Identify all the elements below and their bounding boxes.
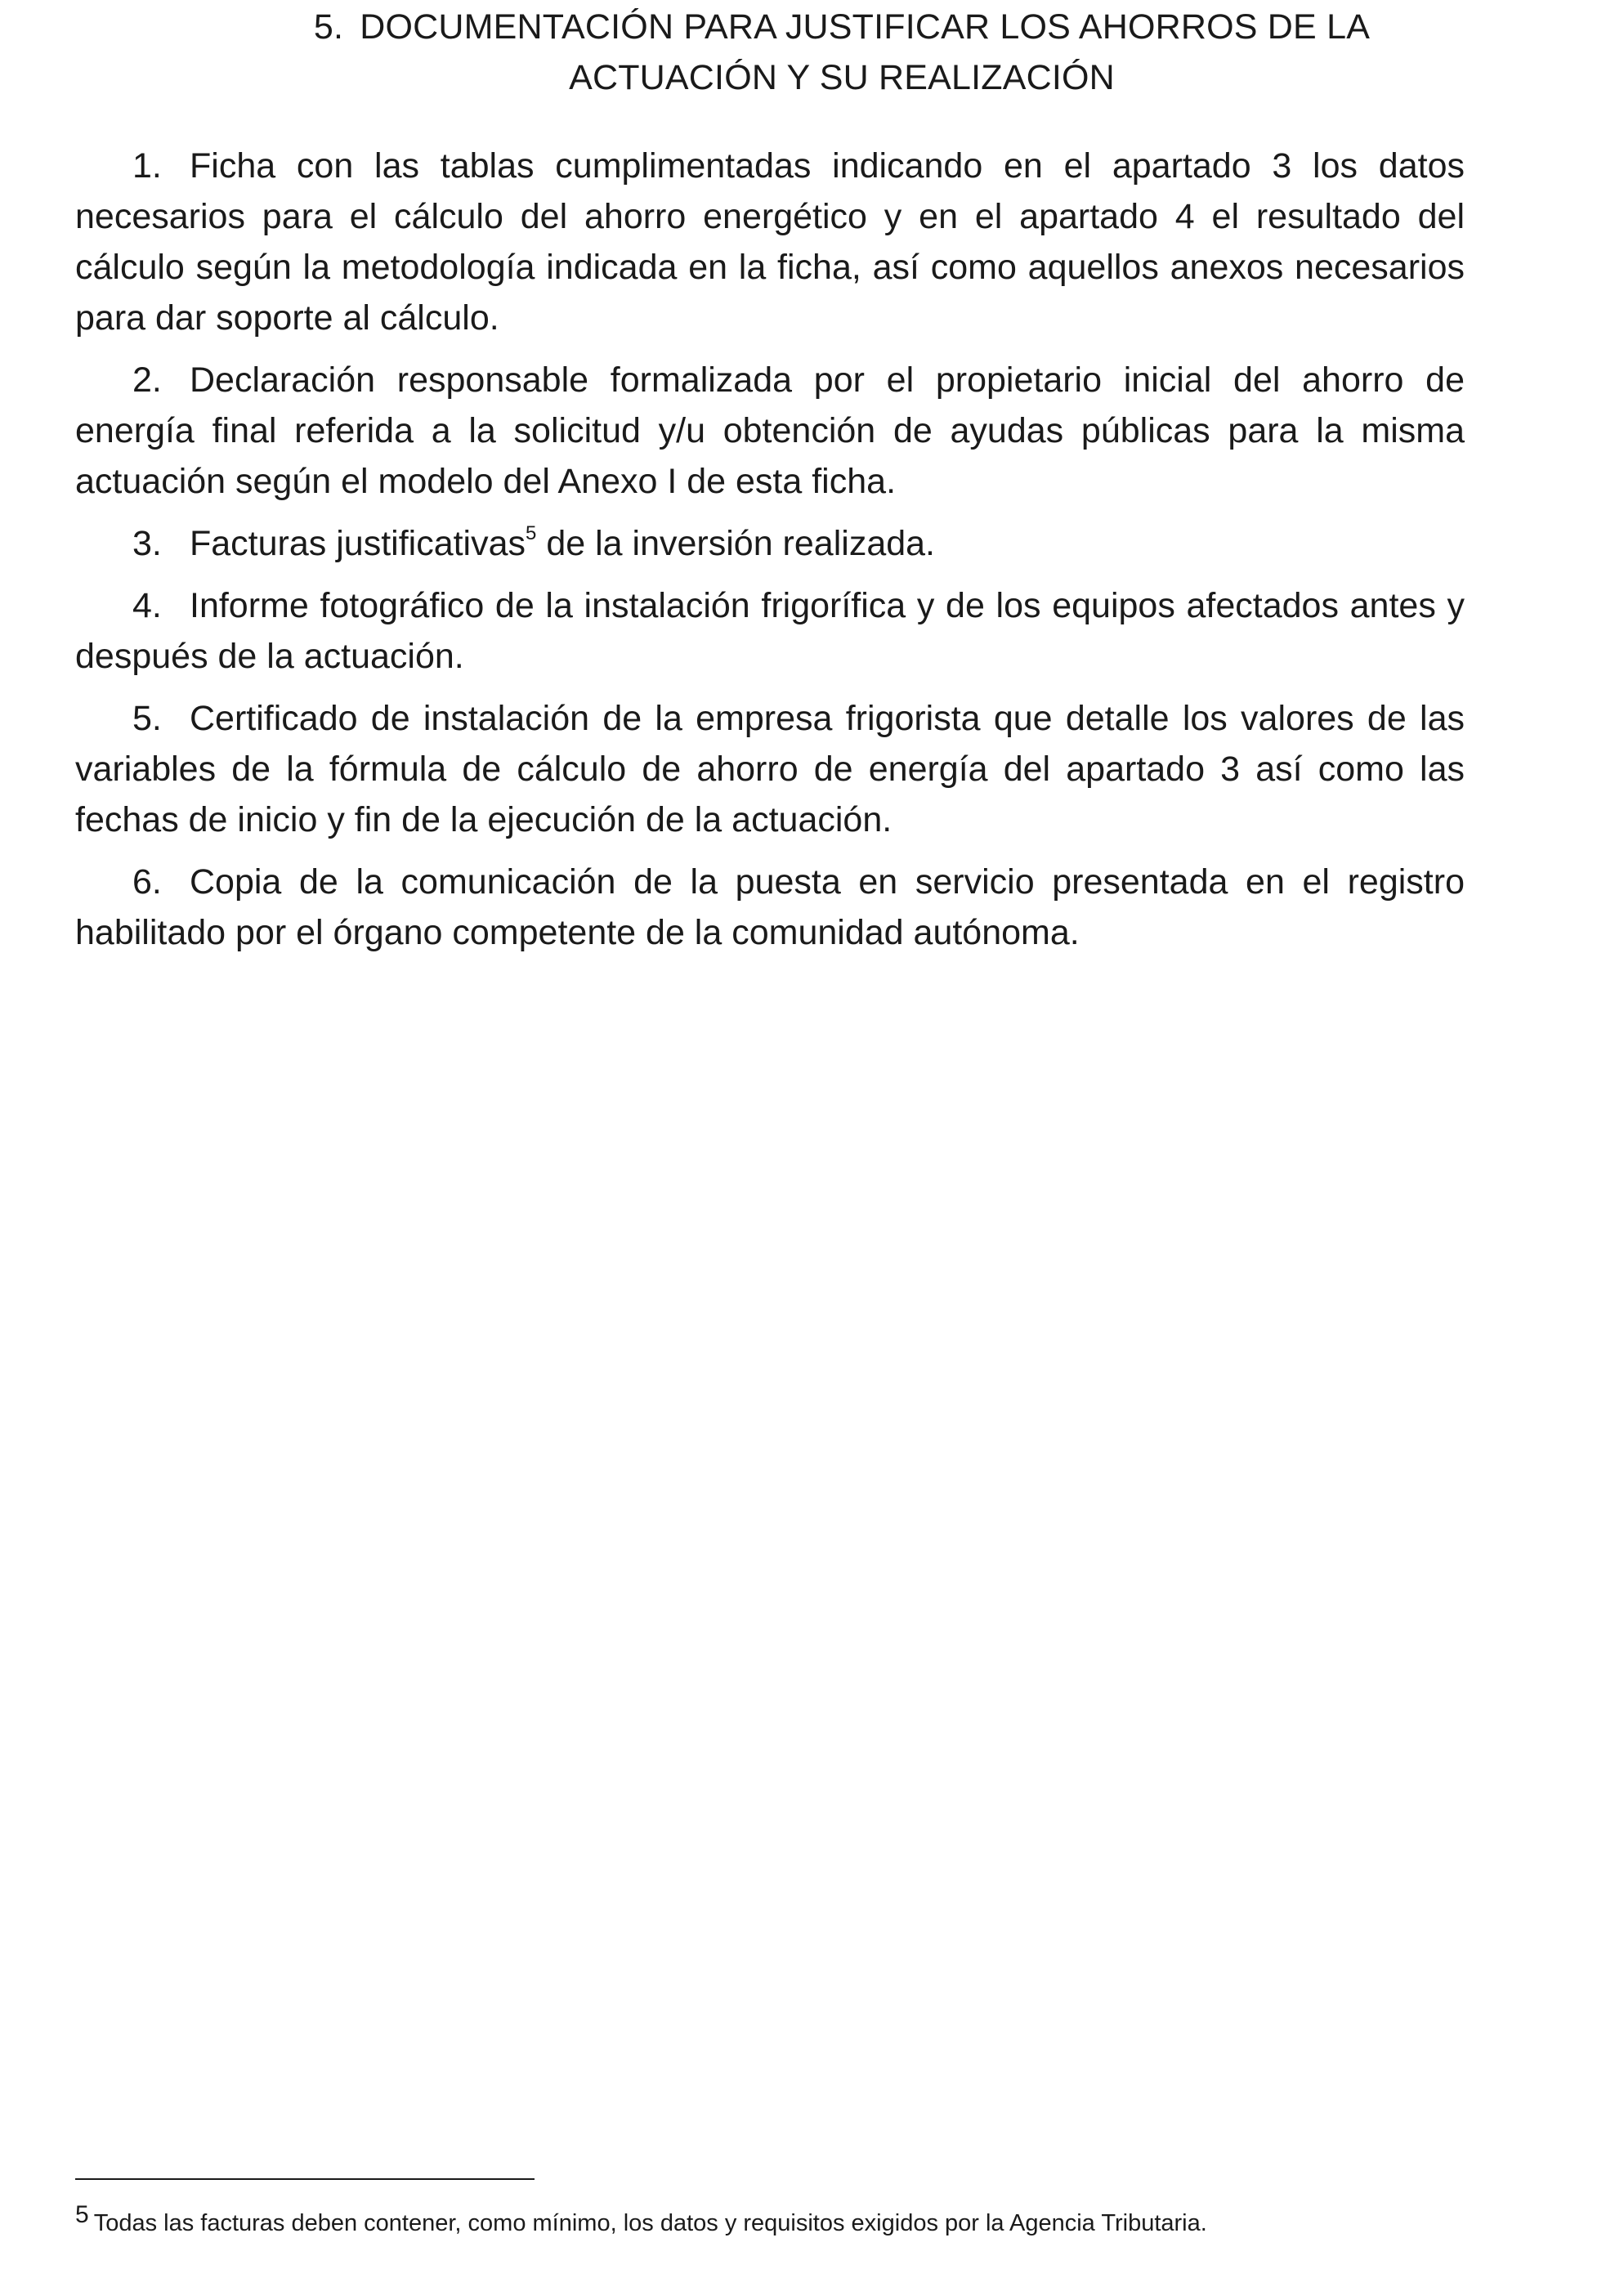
section-title-line-2: ACTUACIÓN Y SU REALIZACIÓN <box>569 58 1115 97</box>
list-item-number: 3. <box>132 524 162 563</box>
footnote <box>75 2201 1465 2240</box>
list-item-number: 2. <box>132 360 162 400</box>
footnote-reference[interactable]: 5 <box>526 521 537 544</box>
list-item-1 <box>75 141 1465 343</box>
list-item-text: Ficha con las tablas cumplimentadas indicando en el apartado 3 los datos necesarios para el cálculo del ahorro energético y en el apartado 4 el resultado del cálculo según la metodología indicada en la ficha, así como aquellos anexos necesarios para dar soporte al cálculo. <box>75 146 1465 338</box>
list-item-4 <box>75 580 1465 682</box>
list-item-text: Informe fotográfico de la instalación frigorífica y de los equipos afectados antes y después de la actuación. <box>75 586 1465 676</box>
list-item-6 <box>75 857 1465 958</box>
section-number: 5. <box>313 7 344 47</box>
list-item-text: Copia de la comunicación de la puesta en servicio presentada en el registro habilitado por el órgano competente de la comunidad autónoma. <box>75 862 1465 952</box>
list-item-text-continued: de la inversión realizada. <box>536 524 936 563</box>
list-item-text: Declaración responsable formalizada por el propietario inicial del ahorro de energía final referida a la solicitud y/u obtención de ayudas públicas para la misma actuación según el modelo del Anexo I de esta ficha. <box>75 360 1465 501</box>
list-item-number: 5. <box>132 699 162 738</box>
section-heading-line-1 <box>147 2 1537 52</box>
section-heading <box>147 2 1537 103</box>
list-item-3 <box>75 518 1465 569</box>
section-title-line-1: DOCUMENTACIÓN PARA JUSTIFICAR LOS AHORROS DE LA <box>360 7 1371 47</box>
document-list <box>75 141 1465 969</box>
footnote-mark: 5 <box>75 2201 89 2228</box>
list-item-2 <box>75 355 1465 507</box>
footnote-divider <box>75 2178 535 2180</box>
list-item-number: 6. <box>132 862 162 902</box>
list-item-text: Certificado de instalación de la empresa frigorista que detalle los valores de las variables de la fórmula de cálculo de ahorro de energía del apartado 3 así como las fechas de inicio y fin de la ejecución de la actuación. <box>75 699 1465 839</box>
list-item-number: 1. <box>132 146 162 186</box>
footnote-text: Todas las facturas deben contener, como mínimo, los datos y requisitos exigidos por la Agencia Tributaria. <box>93 2210 1207 2236</box>
list-item-text: Facturas justificativas <box>190 524 526 563</box>
list-item-5 <box>75 693 1465 845</box>
list-item-number: 4. <box>132 586 162 625</box>
